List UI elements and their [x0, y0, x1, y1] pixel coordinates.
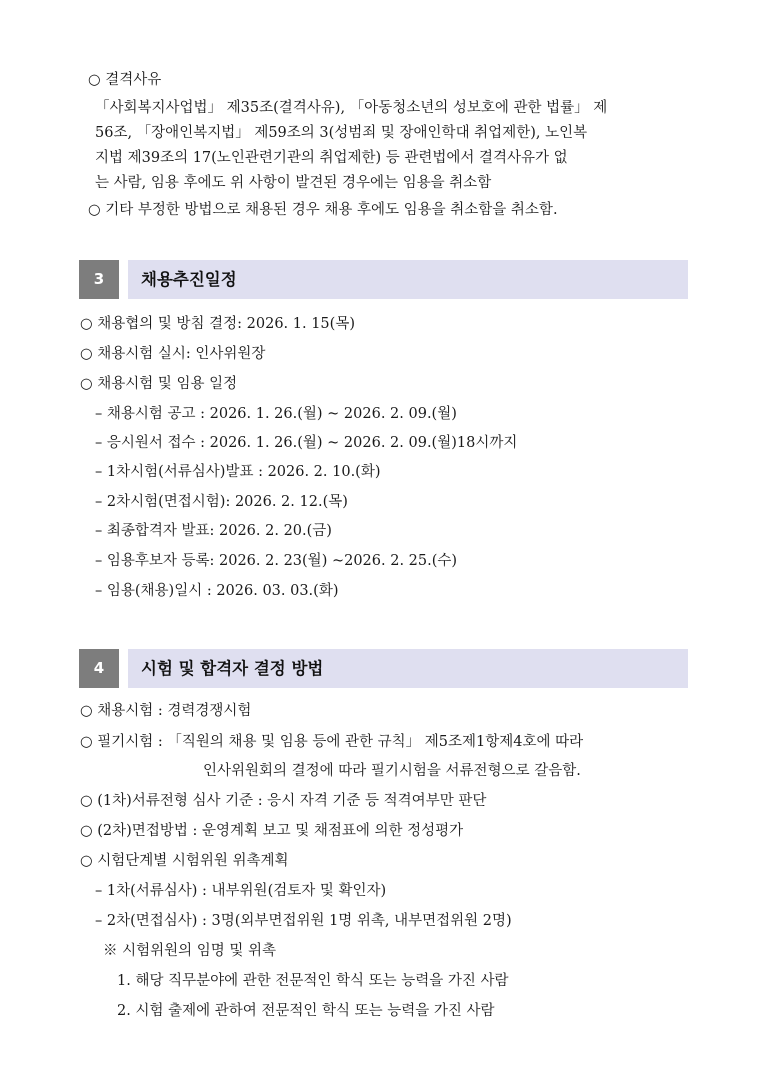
disqualification-text-line-4: 는 사람, 임용 후에도 위 사항이 발견된 경우에는 임용을 취소함	[95, 175, 492, 191]
schedule-first-result: – 1차시험(서류심사)발표 : 2026. 2. 10.(화)	[95, 464, 381, 480]
section-header-divider	[119, 260, 128, 299]
section-3-title: 채용추진일정	[141, 270, 237, 289]
section-3-number: 3	[79, 260, 119, 299]
exam-type-item: ○ 채용시험 : 경력경쟁시험	[80, 703, 252, 719]
section-4-title: 시험 및 합격자 결정 방법	[141, 659, 324, 678]
section-3-header	[79, 260, 688, 299]
committee-stage-2: – 2차(면접심사) : 3명(외부면접위원 1명 위촉, 내부면접위원 2명)	[95, 913, 512, 929]
fraud-cancellation-text: ○ 기타 부정한 방법으로 채용된 경우 채용 후에도 임용을 취소함을 취소함.	[88, 202, 558, 218]
section-4-header	[79, 649, 688, 688]
disqualification-text-line-2: 56조, 「장애인복지법」 제59조의 3(성범죄 및 장애인학대 취업제한), 노인복	[95, 125, 588, 141]
schedule-application: – 응시원서 접수 : 2026. 1. 26.(월) ~ 2026. 2. 09.(월)18시까지	[95, 435, 518, 451]
schedule-registration: – 임용후보자 등록: 2026. 2. 23(월) ~2026. 2. 25.(수)	[95, 553, 458, 569]
schedule-appointment-date: – 임용(채용)일시 : 2026. 03. 03.(화)	[95, 583, 339, 599]
committee-criterion-2: 2. 시험 출제에 관하여 전문적인 학식 또는 능력을 가진 사람	[117, 1003, 495, 1019]
recruitment-decision-item: ○ 채용협의 및 방침 결정: 2026. 1. 15(목)	[80, 316, 355, 332]
section-header-divider	[119, 649, 128, 688]
section-4-number: 4	[79, 649, 119, 688]
written-exam-item-line-1: ○ 필기시험 : 「직원의 채용 및 임용 등에 관한 규칙」 제5조제1항제4호에 따라	[80, 734, 584, 750]
schedule-heading-item: ○ 채용시험 및 임용 일정	[80, 376, 238, 392]
disqualification-text-line-3: 지법 제39조의 17(노인관련기관의 취업제한) 등 관련법에서 결격사유가 없	[95, 150, 568, 166]
schedule-final-result: – 최종합격자 발표: 2026. 2. 20.(금)	[95, 523, 332, 539]
disqualification-text-line-1: 「사회복지사업법」 제35조(결격사유), 「아동청소년의 성보호에 관한 법률」 제	[95, 100, 608, 116]
committee-criterion-1: 1. 해당 직무분야에 관한 전문적인 학식 또는 능력을 가진 사람	[117, 973, 509, 989]
exam-host-item: ○ 채용시험 실시: 인사위원장	[80, 346, 266, 362]
document-screening-item: ○ (1차)서류전형 심사 기준 : 응시 자격 기준 등 적격여부만 판단	[80, 793, 487, 809]
disqualification-heading: ○ 결격사유	[88, 72, 162, 88]
interview-method-item: ○ (2차)면접방법 : 운영계획 보고 및 채점표에 의한 정성평가	[80, 823, 464, 839]
committee-appointment-note: ※ 시험위원의 임명 및 위촉	[103, 943, 277, 959]
committee-plan-item: ○ 시험단계별 시험위원 위촉계획	[80, 853, 289, 869]
committee-stage-1: – 1차(서류심사) : 내부위원(검토자 및 확인자)	[95, 883, 387, 899]
written-exam-item-line-2: 인사위원회의 결정에 따라 필기시험을 서류전형으로 갈음함.	[203, 763, 581, 779]
schedule-interview: – 2차시험(면접시험): 2026. 2. 12.(목)	[95, 494, 348, 510]
schedule-announcement: – 채용시험 공고 : 2026. 1. 26.(월) ~ 2026. 2. 09.(월)	[95, 406, 457, 422]
